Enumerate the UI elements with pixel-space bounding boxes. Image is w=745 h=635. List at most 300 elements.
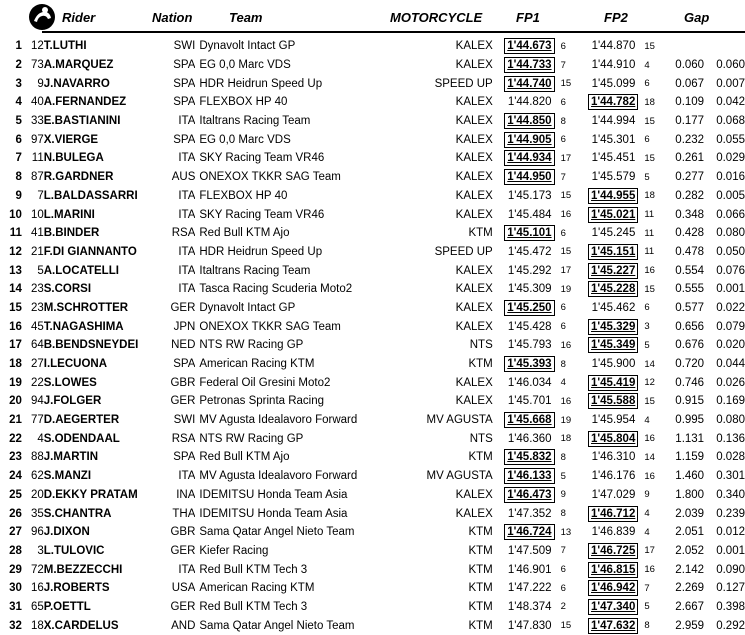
fp1-lap: 6	[560, 40, 566, 52]
team-name: Tasca Racing Scuderia Moto2	[199, 283, 353, 296]
header-divider	[42, 31, 745, 33]
motorcycle: KALEX	[455, 171, 493, 184]
fp2-time: 1'45.301	[591, 133, 636, 146]
team-name: Red Bull KTM Tech 3	[199, 600, 308, 613]
gap-first: 0.676	[675, 339, 705, 352]
motorcycle: KTM	[468, 526, 493, 539]
fp1-time: 1'46.360	[507, 432, 552, 445]
motorcycle: KALEX	[455, 488, 493, 501]
fp2-time: 1'45.804	[588, 431, 638, 447]
table-row	[0, 616, 745, 635]
position: 8	[15, 171, 22, 184]
gap-previous: 0.020	[716, 339, 745, 352]
table-row	[0, 598, 745, 617]
nation-code: ITA	[178, 115, 196, 128]
team-name: NTS RW Racing GP	[199, 339, 304, 352]
table-row	[0, 56, 745, 75]
team-name: MV Agusta Idealavoro Forward	[199, 414, 358, 427]
gap-previous: 0.136	[716, 432, 745, 445]
gap-previous: 0.080	[716, 414, 745, 427]
nation-code: AUS	[171, 171, 196, 184]
rider-number: 20	[30, 488, 44, 501]
fp1-lap: 19	[560, 283, 572, 295]
fp2-time: 1'45.451	[591, 152, 636, 165]
table-header	[0, 0, 745, 34]
fp1-lap: 18	[560, 433, 572, 445]
fp1-lap: 6	[560, 564, 566, 576]
position: 12	[9, 245, 22, 258]
rider-number: 94	[30, 395, 44, 408]
gap-first: 2.051	[675, 526, 705, 539]
nation-code: GER	[170, 600, 196, 613]
header-team: Team	[229, 10, 263, 25]
fp1-time: 1'45.393	[504, 356, 554, 372]
fp1-time: 1'45.101	[504, 225, 554, 241]
fp2-lap: 18	[644, 96, 655, 108]
rider-number: 64	[30, 339, 44, 352]
rider-number: 12	[30, 40, 44, 53]
fp1-time: 1'45.701	[507, 395, 552, 408]
nation-code: GER	[170, 301, 196, 314]
rider-name: R.GARDNER	[43, 171, 114, 184]
fp2-lap: 4	[644, 59, 650, 71]
fp1-time: 1'45.832	[504, 449, 554, 465]
gap-first: 0.555	[675, 283, 705, 296]
table-row	[0, 299, 745, 318]
position: 21	[9, 414, 22, 427]
position: 25	[9, 488, 22, 501]
rider-number: 5	[37, 264, 44, 277]
gap-previous: 0.001	[716, 283, 745, 296]
fp1-time: 1'45.173	[507, 189, 552, 202]
rider-number: 23	[30, 283, 44, 296]
fp1-lap: 4	[560, 377, 566, 389]
fp1-lap: 15	[560, 78, 572, 90]
nation-code: SPA	[173, 96, 196, 109]
fp2-time: 1'46.839	[591, 526, 636, 539]
fp2-lap: 6	[644, 78, 650, 90]
gap-first: 0.554	[675, 264, 705, 277]
position: 11	[9, 227, 22, 240]
rider-name: E.BASTIANINI	[43, 115, 121, 128]
fp1-time: 1'46.724	[504, 524, 554, 540]
nation-code: NED	[171, 339, 196, 352]
header-nation: Nation	[152, 10, 193, 25]
nation-code: SWI	[173, 40, 196, 53]
position: 28	[9, 544, 22, 557]
rider-name: J.FOLGER	[43, 395, 102, 408]
fp1-time: 1'45.472	[507, 245, 552, 258]
team-name: MV Agusta Idealavoro Forward	[199, 470, 358, 483]
gap-first: 1.460	[675, 470, 705, 483]
motorcycle-rider-icon	[28, 3, 56, 31]
fp2-lap: 5	[644, 171, 650, 183]
position: 31	[9, 600, 22, 613]
motorcycle: KALEX	[455, 208, 493, 221]
fp2-time: 1'45.227	[588, 263, 638, 279]
fp2-time: 1'45.579	[591, 171, 636, 184]
rider-number: 62	[30, 470, 44, 483]
nation-code: ITA	[178, 152, 196, 165]
team-name: Sama Qatar Angel Nieto Team	[199, 619, 355, 632]
motorcycle: MV AGUSTA	[426, 470, 493, 483]
nation-code: SPA	[173, 77, 196, 90]
fp2-lap: 11	[644, 209, 655, 221]
position: 10	[9, 208, 22, 221]
nation-code: SPA	[173, 358, 196, 371]
gap-previous: 0.292	[716, 619, 745, 632]
gap-previous: 0.055	[716, 133, 745, 146]
rider-name: M.BEZZECCHI	[43, 563, 123, 576]
rider-number: 72	[30, 563, 44, 576]
position: 29	[9, 563, 22, 576]
fp1-lap: 17	[560, 152, 572, 164]
fp1-lap: 8	[560, 508, 566, 520]
rider-number: 22	[30, 376, 44, 389]
gap-previous: 0.301	[716, 470, 745, 483]
motorcycle: MV AGUSTA	[426, 414, 493, 427]
gap-first: 2.039	[675, 507, 705, 520]
fp2-time: 1'46.942	[588, 580, 638, 596]
position: 30	[9, 582, 22, 595]
motorcycle: KALEX	[455, 40, 493, 53]
gap-previous: 0.050	[716, 245, 745, 258]
header-fp1: FP1	[516, 10, 540, 25]
position: 7	[15, 152, 22, 165]
gap-previous: 0.016	[716, 171, 745, 184]
fp1-time: 1'47.352	[507, 507, 552, 520]
fp2-lap: 15	[644, 283, 655, 295]
fp2-time: 1'44.955	[588, 188, 638, 204]
table-row	[0, 37, 745, 56]
position: 16	[9, 320, 22, 333]
table-row	[0, 448, 745, 467]
position: 9	[15, 189, 22, 202]
rider-name: X.CARDELUS	[43, 619, 119, 632]
motorcycle: KALEX	[455, 115, 493, 128]
motorcycle: KALEX	[455, 395, 493, 408]
fp2-time: 1'45.329	[588, 319, 638, 335]
team-name: Italtrans Racing Team	[199, 115, 311, 128]
rider-number: 23	[30, 301, 44, 314]
rider-number: 35	[30, 507, 44, 520]
fp1-lap: 6	[560, 96, 566, 108]
motorcycle: KALEX	[455, 376, 493, 389]
team-name: Red Bull KTM Ajo	[199, 227, 290, 240]
nation-code: INA	[176, 488, 196, 501]
rider-number: 33	[30, 115, 44, 128]
gap-first: 0.060	[675, 59, 705, 72]
nation-code: SPA	[173, 59, 196, 72]
motorcycle: KTM	[468, 358, 493, 371]
team-name: Federal Oil Gresini Moto2	[199, 376, 331, 389]
fp1-time: 1'44.934	[504, 150, 554, 166]
table-row	[0, 504, 745, 523]
gap-first: 0.428	[675, 227, 705, 240]
fp1-lap: 8	[560, 451, 566, 463]
nation-code: SPA	[173, 133, 196, 146]
nation-code: ITA	[178, 245, 196, 258]
team-name: Kiefer Racing	[199, 544, 269, 557]
table-row	[0, 205, 745, 224]
gap-first: 0.995	[675, 414, 705, 427]
team-name: Sama Qatar Angel Nieto Team	[199, 526, 355, 539]
gap-first: 1.800	[675, 488, 705, 501]
fp1-time: 1'44.850	[504, 113, 554, 129]
fp1-time: 1'46.034	[507, 376, 552, 389]
gap-first: 2.667	[675, 600, 705, 613]
position: 24	[9, 470, 22, 483]
position: 26	[9, 507, 22, 520]
position: 32	[9, 619, 22, 632]
fp2-lap: 16	[644, 433, 655, 445]
fp2-lap: 18	[644, 190, 655, 202]
fp1-lap: 2	[560, 601, 566, 613]
motorcycle: KTM	[468, 600, 493, 613]
rider-name: J.DIXON	[43, 526, 90, 539]
fp2-lap: 16	[644, 564, 655, 576]
gap-previous: 0.239	[716, 507, 745, 520]
gap-first: 2.142	[675, 563, 705, 576]
fp1-lap: 15	[560, 620, 572, 632]
fp1-time: 1'46.901	[507, 563, 552, 576]
rider-name: J.ROBERTS	[43, 582, 110, 595]
rider-name: A.MARQUEZ	[43, 59, 114, 72]
team-name: Red Bull KTM Tech 3	[199, 563, 308, 576]
fp1-time: 1'45.793	[507, 339, 552, 352]
gap-first: 0.478	[675, 245, 705, 258]
position: 13	[9, 264, 22, 277]
fp2-lap: 4	[644, 526, 650, 538]
fp1-time: 1'45.428	[507, 320, 552, 333]
table-row	[0, 486, 745, 505]
gap-first: 2.052	[675, 544, 705, 557]
fp2-time: 1'45.419	[588, 375, 638, 391]
fp2-lap: 16	[644, 470, 655, 482]
gap-previous: 0.127	[716, 582, 745, 595]
fp2-time: 1'44.870	[591, 40, 636, 53]
team-name: SKY Racing Team VR46	[199, 152, 325, 165]
header-rider: Rider	[62, 10, 96, 25]
header-fp2: FP2	[604, 10, 628, 25]
fp2-lap: 15	[644, 152, 655, 164]
gap-first: 0.746	[675, 376, 705, 389]
fp1-lap: 6	[560, 134, 566, 146]
fp2-time: 1'46.176	[591, 470, 636, 483]
gap-first: 0.348	[675, 208, 705, 221]
motorcycle: KALEX	[455, 264, 493, 277]
gap-previous: 0.012	[716, 526, 745, 539]
gap-previous: 0.044	[716, 358, 745, 371]
gap-previous: 0.028	[716, 451, 745, 464]
nation-code: RSA	[171, 227, 196, 240]
fp2-lap: 3	[644, 321, 650, 333]
fp2-lap: 15	[644, 40, 655, 52]
team-name: ONEXOX TKKR SAG Team	[199, 320, 341, 333]
fp1-lap: 13	[560, 526, 572, 538]
gap-previous: 0.090	[716, 563, 745, 576]
team-name: Italtrans Racing Team	[199, 264, 311, 277]
gap-first: 1.159	[675, 451, 705, 464]
rider-number: 9	[37, 77, 44, 90]
motorcycle: KTM	[468, 544, 493, 557]
team-name: ONEXOX TKKR SAG Team	[199, 171, 341, 184]
rider-number: 45	[30, 320, 44, 333]
table-row	[0, 560, 745, 579]
fp1-time: 1'47.222	[507, 582, 552, 595]
nation-code: JPN	[173, 320, 196, 333]
fp1-lap: 16	[560, 209, 572, 221]
header-gap: Gap	[684, 10, 710, 25]
position: 19	[9, 376, 22, 389]
gap-previous: 0.042	[716, 96, 745, 109]
rider-name: T.LUTHI	[43, 40, 87, 53]
fp2-lap: 16	[644, 265, 655, 277]
gap-first: 0.915	[675, 395, 705, 408]
gap-first: 0.109	[675, 96, 705, 109]
fp2-time: 1'45.954	[591, 414, 636, 427]
rider-number: 73	[30, 59, 44, 72]
gap-previous: 0.398	[716, 600, 745, 613]
fp2-time: 1'46.310	[591, 451, 636, 464]
nation-code: GER	[170, 395, 196, 408]
table-row	[0, 112, 745, 131]
position: 18	[9, 358, 22, 371]
nation-code: SWI	[173, 414, 196, 427]
fp2-time: 1'47.029	[591, 488, 636, 501]
fp1-lap: 7	[560, 171, 566, 183]
fp2-lap: 6	[644, 302, 650, 314]
motorcycle: KALEX	[455, 59, 493, 72]
fp2-time: 1'45.900	[591, 358, 636, 371]
position: 20	[9, 395, 22, 408]
fp2-lap: 8	[644, 620, 650, 632]
nation-code: ITA	[178, 208, 196, 221]
rider-name: B.BINDER	[43, 227, 100, 240]
fp1-lap: 6	[560, 227, 566, 239]
rider-number: 41	[30, 227, 44, 240]
nation-code: RSA	[171, 432, 196, 445]
fp1-lap: 8	[560, 358, 566, 370]
table-row	[0, 187, 745, 206]
position: 3	[15, 77, 22, 90]
fp2-lap: 14	[644, 358, 655, 370]
fp2-lap: 4	[644, 508, 650, 520]
motorcycle: SPEED UP	[434, 77, 493, 90]
table-row	[0, 93, 745, 112]
motorcycle: KALEX	[455, 133, 493, 146]
results-table	[0, 37, 745, 635]
rider-name: A.FERNANDEZ	[43, 96, 127, 109]
rider-name: T.NAGASHIMA	[43, 320, 124, 333]
motorcycle: KALEX	[455, 283, 493, 296]
rider-number: 88	[30, 451, 44, 464]
fp2-lap: 11	[644, 227, 655, 239]
nation-code: THA	[172, 507, 196, 520]
fp1-lap: 17	[560, 265, 572, 277]
nation-code: GER	[170, 544, 196, 557]
team-name: FLEXBOX HP 40	[199, 96, 288, 109]
fp2-time: 1'45.349	[588, 337, 638, 353]
rider-number: 65	[30, 600, 44, 613]
rider-name: I.LECUONA	[43, 358, 107, 371]
position: 5	[15, 115, 22, 128]
gap-previous: 0.022	[716, 301, 745, 314]
nation-code: ITA	[178, 283, 196, 296]
nation-code: ITA	[178, 470, 196, 483]
rider-name: B.BENDSNEYDEI	[43, 339, 139, 352]
fp2-time: 1'44.994	[591, 115, 636, 128]
fp1-time: 1'47.509	[507, 544, 552, 557]
fp2-time: 1'45.099	[591, 77, 636, 90]
fp1-lap: 15	[560, 190, 572, 202]
gap-previous: 0.060	[716, 59, 745, 72]
rider-name: L.BALDASSARRI	[43, 189, 138, 202]
rider-name: N.BULEGA	[43, 152, 104, 165]
fp2-time: 1'47.340	[588, 599, 638, 615]
position: 22	[9, 432, 22, 445]
fp1-time: 1'45.292	[507, 264, 552, 277]
team-name: IDEMITSU Honda Team Asia	[199, 488, 348, 501]
rider-number: 97	[30, 133, 44, 146]
rider-name: S.CORSI	[43, 283, 92, 296]
fp2-time: 1'47.632	[588, 618, 638, 634]
gap-first: 0.177	[675, 115, 705, 128]
table-row	[0, 523, 745, 542]
gap-previous: 0.007	[716, 77, 745, 90]
motorcycle: NTS	[469, 432, 493, 445]
position: 6	[15, 133, 22, 146]
rider-name: S.LOWES	[43, 376, 97, 389]
table-row	[0, 542, 745, 561]
fp2-time: 1'46.712	[588, 506, 638, 522]
table-row	[0, 149, 745, 168]
table-row	[0, 168, 745, 187]
nation-code: GBR	[170, 376, 196, 389]
motorcycle: KALEX	[455, 96, 493, 109]
fp2-time: 1'44.910	[591, 59, 636, 72]
fp2-time: 1'46.815	[588, 562, 638, 578]
position: 14	[9, 283, 22, 296]
gap-previous: 0.340	[716, 488, 745, 501]
gap-first: 0.232	[675, 133, 705, 146]
table-row	[0, 317, 745, 336]
fp1-time: 1'45.250	[504, 300, 554, 316]
rider-name: D.EKKY PRATAM	[43, 488, 138, 501]
fp1-time: 1'44.950	[504, 169, 554, 185]
fp1-lap: 8	[560, 115, 566, 127]
motorcycle: KTM	[468, 227, 493, 240]
table-row	[0, 355, 745, 374]
fp2-time: 1'44.782	[588, 94, 638, 110]
fp1-time: 1'48.374	[507, 600, 552, 613]
position: 4	[15, 96, 22, 109]
rider-name: S.MANZI	[43, 470, 92, 483]
gap-first: 1.131	[675, 432, 705, 445]
rider-number: 4	[37, 432, 44, 445]
fp2-lap: 7	[644, 582, 650, 594]
fp1-time: 1'45.668	[504, 412, 554, 428]
fp2-time: 1'45.228	[588, 281, 638, 297]
position: 2	[15, 59, 22, 72]
team-name: HDR Heidrun Speed Up	[199, 245, 323, 258]
motorcycle: KALEX	[455, 507, 493, 520]
gap-previous: 0.079	[716, 320, 745, 333]
team-name: American Racing KTM	[199, 358, 315, 371]
table-row	[0, 130, 745, 149]
gap-previous: 0.001	[716, 544, 745, 557]
fp2-lap: 15	[644, 395, 655, 407]
